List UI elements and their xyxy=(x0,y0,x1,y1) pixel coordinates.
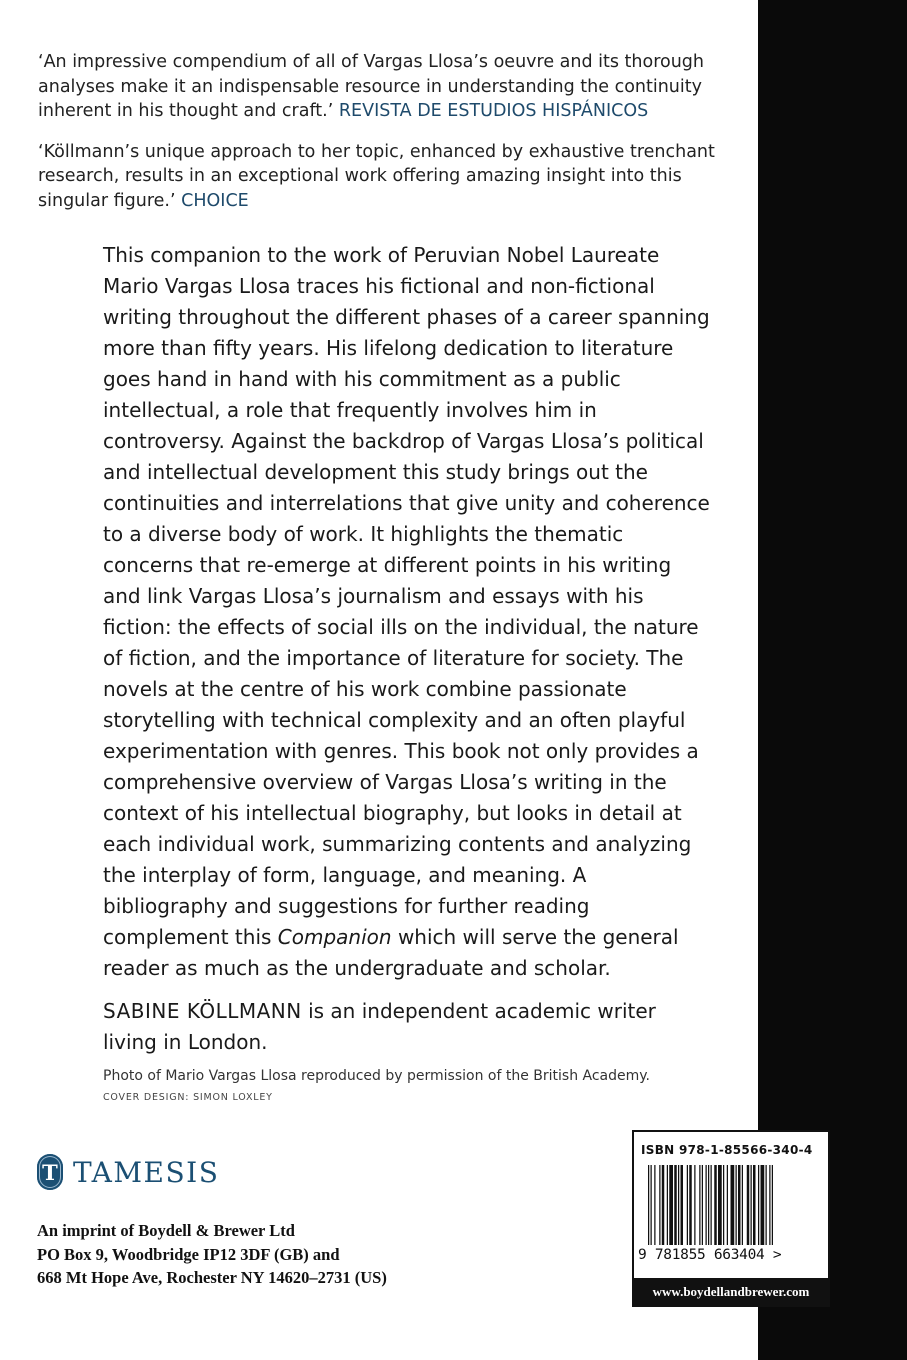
publisher-address xyxy=(37,1219,387,1290)
cover-design-credit: COVER DESIGN: SIMON LOXLEY xyxy=(103,1092,273,1103)
barcode-bar xyxy=(674,1165,677,1245)
barcode-bar xyxy=(678,1165,679,1245)
isbn-label: ISBN 978-1-85566-340-4 xyxy=(641,1143,813,1157)
barcode-digits: 9 781855 663404 > xyxy=(638,1247,782,1263)
barcode-bar xyxy=(769,1165,770,1245)
barcode-bar xyxy=(659,1165,660,1245)
barcode-bar xyxy=(753,1165,756,1245)
barcode-bar xyxy=(738,1165,741,1245)
author-bio-text: is an independent academic writer living in London. xyxy=(103,999,656,1054)
quote-source: CHOICE xyxy=(181,190,249,211)
barcode-bar xyxy=(772,1165,773,1245)
barcode-bar xyxy=(766,1165,767,1245)
barcode-bar xyxy=(727,1165,728,1245)
barcode-bar xyxy=(711,1165,712,1245)
author-bio xyxy=(103,996,715,1058)
barcode-bar xyxy=(654,1165,655,1245)
barcode-block xyxy=(632,1130,830,1307)
barcode-bar xyxy=(718,1165,722,1245)
description-paragraph xyxy=(103,240,715,984)
barcode-bar xyxy=(736,1165,737,1245)
review-quotes xyxy=(38,50,718,229)
barcode-bar xyxy=(648,1165,649,1245)
publisher-name: TAMESIS xyxy=(73,1155,220,1189)
publisher-logo xyxy=(37,1152,219,1192)
barcode-bar xyxy=(667,1165,668,1245)
description-body: This companion to the work of Peruvian Nobel Laureate Mario Vargas Llosa traces his fictional and non-fictional writing throughout the different phases of a career spanning more than fifty years. His lifelong dedication to literature goes hand in hand with his commitment as a public intellectual, a role that frequently involves him in controversy. Against the backdrop of Vargas Llosa’s political and intellectual development this study brings out the continuities and interrelations that give unity and coherence to a diverse body of work. It highlights the thematic concerns that re-emerge at different points in his writing and link Vargas Llosa’s journalism and essays with his fiction: the effects of social ills on the individual, the nature of fiction, and the importance of literature for society. The novels at the centre of his work combine passionate storytelling with technical complexity and an often playful experimentation with genres. This book not only provides a comprehensive overview of Vargas Llosa’s writing in the context of his intellectual biography, but looks in detail at each individual work, summarizing contents and analyzing the interplay of form, language, and meaning. A bibliography and suggestions for further reading complement this xyxy=(103,243,710,949)
barcode-bar xyxy=(742,1165,743,1245)
credits xyxy=(103,1068,723,1103)
publisher-website: www.boydellandbrewer.com xyxy=(634,1278,828,1305)
description-italic-title: Companion xyxy=(277,925,392,949)
review-quote-1 xyxy=(38,50,718,124)
barcode-bar xyxy=(761,1165,765,1245)
barcode-bar xyxy=(706,1165,707,1245)
author-name: SABINE KÖLLMANN xyxy=(103,999,302,1023)
book-description xyxy=(103,240,715,1058)
barcode-bar xyxy=(708,1165,709,1245)
barcode-bar xyxy=(723,1165,724,1245)
barcode-bar xyxy=(651,1165,652,1245)
barcode-bar xyxy=(687,1165,688,1245)
barcode-bar xyxy=(689,1165,692,1245)
barcode-icon xyxy=(640,1165,824,1245)
barcode-bar xyxy=(714,1165,717,1245)
barcode-bar xyxy=(694,1165,695,1245)
quote-source: REVISTA DE ESTUDIOS HISPÁNICOS xyxy=(338,101,649,121)
tamesis-t-icon: T xyxy=(37,1154,63,1190)
barcode-bar xyxy=(731,1165,735,1245)
address-line: PO Box 9, Woodbridge IP12 3DF (GB) and xyxy=(37,1244,340,1264)
description-tail: which will serve the general reader as much as the undergraduate and scholar. xyxy=(103,925,679,980)
barcode-bar xyxy=(758,1165,759,1245)
address-line: An imprint of Boydell & Brewer Ltd xyxy=(37,1221,295,1240)
barcode-bar xyxy=(662,1165,665,1245)
quote-text: ‘Köllmann’s unique approach to her topic, enhanced by exhaustive trenchant research, results in an exceptional work offering amazing insight into this singular figure.’ xyxy=(38,141,715,211)
address-line: 668 Mt Hope Ave, Rochester NY 14620–2731 (US) xyxy=(37,1268,387,1287)
barcode-bar xyxy=(681,1165,684,1245)
barcode-bar xyxy=(751,1165,752,1245)
barcode-bar xyxy=(747,1165,750,1245)
review-quote-2 xyxy=(38,140,718,214)
barcode-bar xyxy=(669,1165,673,1245)
quote-text: ‘An impressive compendium of all of Vargas Llosa’s oeuvre and its thorough analyses make it an indispensable resource in understanding the continuity inherent in his thought and craft.’ xyxy=(38,52,705,121)
barcode-bar xyxy=(699,1165,700,1245)
barcode-bar xyxy=(702,1165,703,1245)
photo-credit: Photo of Mario Vargas Llosa reproduced by permission of the British Academy. xyxy=(103,1068,651,1084)
